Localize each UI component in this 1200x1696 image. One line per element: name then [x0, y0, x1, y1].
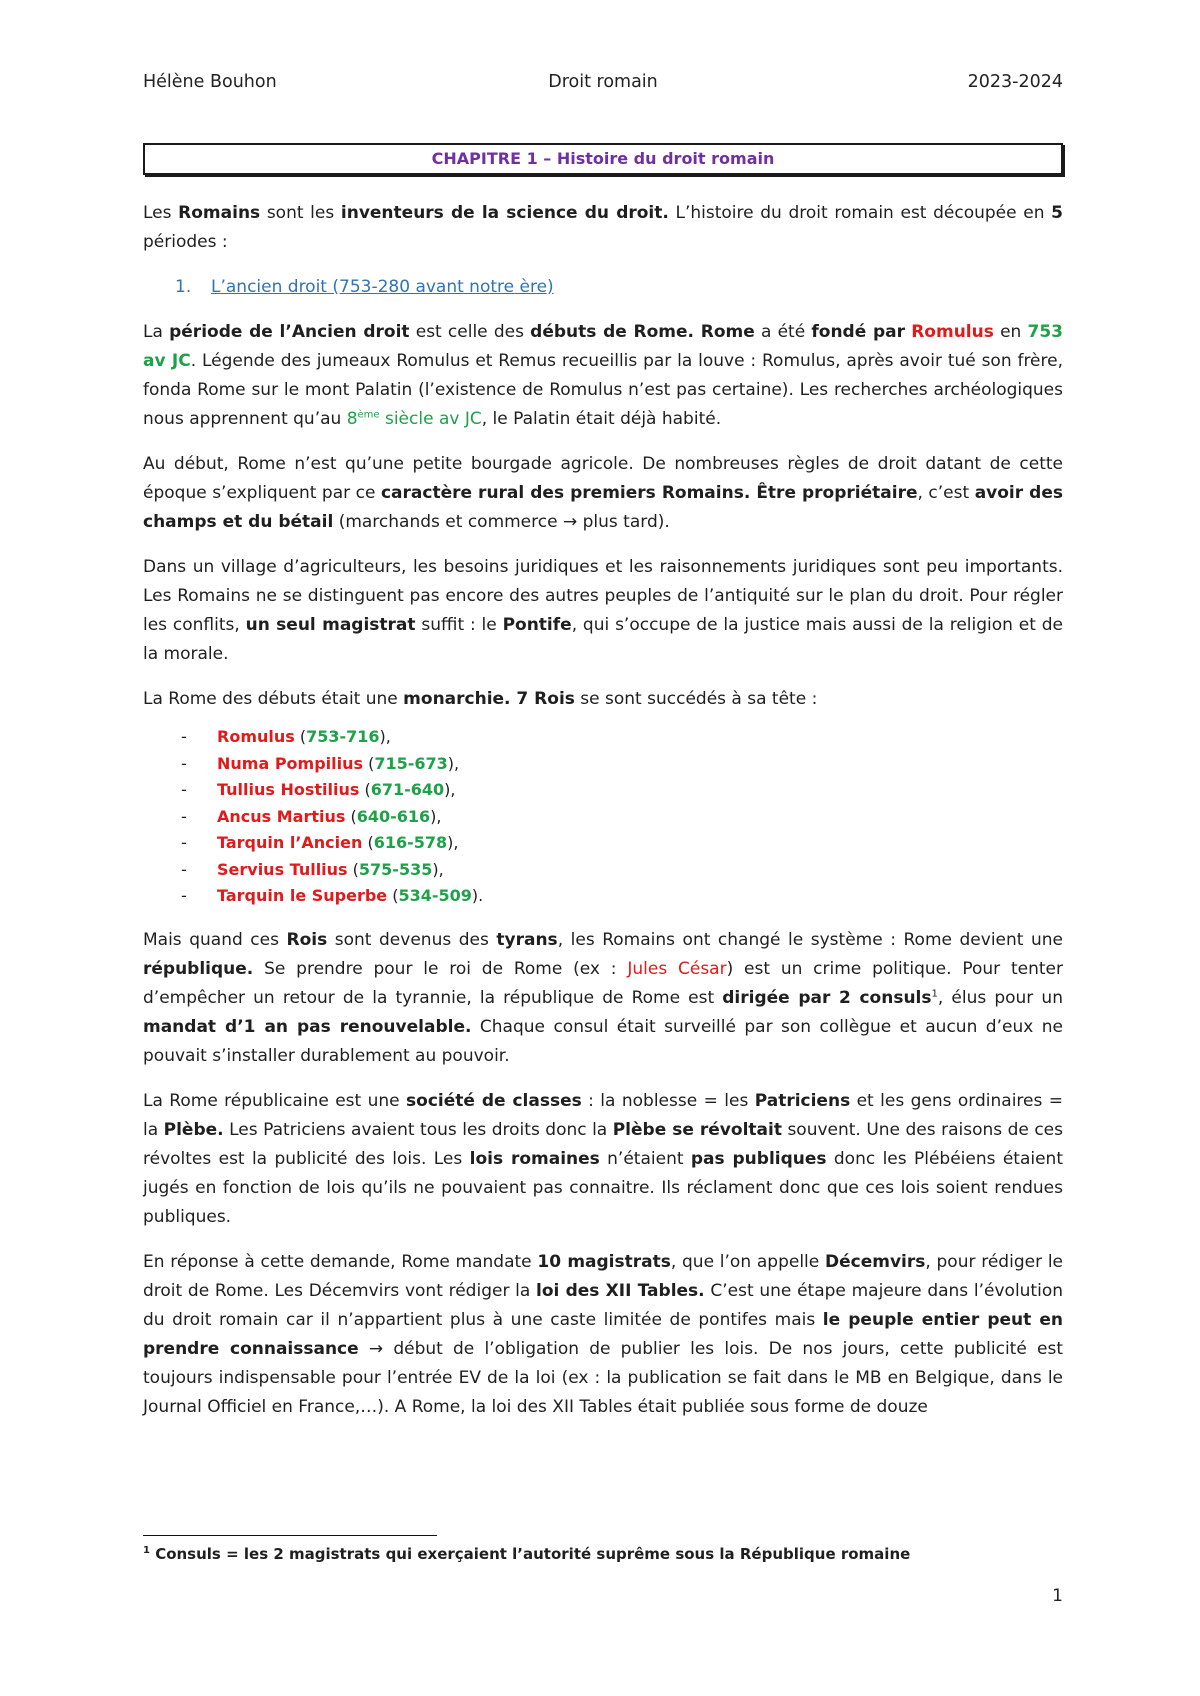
bold-text: période de l’Ancien droit: [169, 322, 410, 342]
king-name: Romulus: [217, 727, 295, 746]
text: , élus pour un: [937, 987, 1063, 1008]
text: Au début, Rome n’est qu’une petite bourgade agricole. De nombreuses règles de droit datant de cette époque s’expliquent par ce: [143, 454, 1063, 503]
paragraph-societe-classes: [143, 1087, 1063, 1232]
paragraph-bourgade: [143, 450, 1063, 537]
list-item: [143, 751, 1063, 778]
highlight-name: Jules César: [627, 958, 727, 979]
header-author: Hélène Bouhon: [143, 72, 277, 92]
document-body: [143, 199, 1063, 1438]
king-name: Tarquin le Superbe: [217, 886, 388, 905]
list-dash: -: [181, 833, 187, 852]
king-dates: 575-535: [358, 859, 433, 879]
text: L’histoire du droit romain est découpée en: [668, 203, 1052, 223]
highlight-date: 753 av JC: [143, 322, 1064, 371]
bold-text: Patriciens: [754, 1090, 851, 1111]
bold-text: république.: [143, 958, 254, 979]
bold-text: mandat d’1 an pas renouvelable.: [143, 1016, 472, 1037]
text: (: [294, 727, 307, 746]
text: , les Romains ont changé le système : Rome devient une: [557, 929, 1063, 950]
superscript: ème: [357, 409, 380, 421]
paragraph-village: [143, 553, 1063, 669]
bold-text: avoir des champs et du bétail: [143, 483, 1063, 532]
text: en: [993, 322, 1028, 342]
text: souvent. Une des raisons de ces révoltes est la publicité des lois. Les: [143, 1119, 1063, 1169]
header-year: 2023-2024: [967, 72, 1063, 92]
text: a été: [754, 322, 812, 342]
text: périodes :: [143, 232, 228, 252]
list-dash: -: [181, 727, 187, 746]
bold-text: caractère rural des premiers Romains. Être propriétaire: [380, 483, 918, 503]
king-dates: 753-716: [306, 727, 380, 746]
bold-text: le peuple entier peut en prendre connaissance: [143, 1309, 1063, 1359]
text: Dans un village d’agriculteurs, les besoins juridiques et les raisonnements juridiques sont peu importants. Les Romains ne se distinguent pas encore des autres peuples de l’antiquité sur le plan du droit. Pour régler les conflits,: [143, 557, 1063, 635]
footnote-number: 1: [143, 1545, 150, 1556]
bold-text: loi des XII Tables.: [536, 1280, 705, 1301]
bold-text: 10 magistrats: [537, 1251, 671, 1272]
king-dates: 715-673: [374, 753, 448, 773]
text: ),: [432, 859, 444, 879]
king-name: Servius Tullius: [217, 859, 348, 879]
king-dates: 671-640: [370, 780, 445, 799]
text: Mais quand ces: [143, 929, 287, 950]
footnote-text: Consuls = les 2 magistrats qui exerçaient l’autorité suprême sous la République romaine: [149, 1545, 911, 1563]
text: ).: [471, 886, 484, 905]
text: . Légende des jumeaux Romulus et Remus recueillis par la louve : Romulus, après avoir tué son frère, fonda Rome sur le mont Palatin (l’existence de Romulus n’est pas certaine). Les recherches archéologiques nous apprennent qu’au: [143, 351, 1063, 429]
list-dash: -: [181, 859, 187, 879]
text: (: [345, 806, 357, 826]
bold-text: inventeurs de la science du droit.: [340, 203, 669, 223]
king-dates: 534-509: [398, 886, 472, 905]
king-dates: 640-616: [356, 806, 431, 826]
bold-text: lois romaines: [469, 1148, 600, 1169]
text: La Rome des débuts était une: [143, 689, 404, 709]
text: se sont succédés à sa tête :: [574, 689, 818, 709]
bold-text: société de classes: [406, 1090, 582, 1111]
text: , c’est: [917, 483, 975, 503]
king-name: Ancus Martius: [217, 806, 346, 826]
bold-text: Pontife: [502, 615, 572, 635]
list-dash: -: [181, 753, 187, 773]
bold-text: monarchie. 7 Rois: [403, 689, 575, 709]
text: ),: [379, 727, 391, 746]
text: n’étaient: [599, 1148, 691, 1169]
intro-paragraph: [143, 199, 1063, 257]
king-name: Tullius Hostilius: [217, 780, 360, 799]
paragraph-republique: [143, 926, 1063, 1071]
text: (: [347, 859, 359, 879]
text: (marchands et commerce → plus tard).: [333, 512, 670, 532]
list-item: [143, 804, 1063, 831]
text: → début de l’obligation de publier les lois. De nos jours, cette publicité est toujours indispensable pour l’entrée EV de la loi (ex : la publication se fait dans le MB en Belgique, dans le Journal Officiel en France,…). A Rome, la loi des XII Tables était publiée sous forme de douze: [143, 1338, 1063, 1417]
text: , qui s’occupe de la justice mais aussi de la religion et de la morale.: [143, 615, 1063, 664]
bold-text: fondé par: [811, 322, 905, 342]
text: sont les: [260, 203, 341, 223]
list-item: [143, 777, 1063, 804]
text: En réponse à cette demande, Rome mandate: [143, 1251, 538, 1272]
text: donc les Plébéiens étaient jugés en fonction de lois qu’ils ne pouvaient pas connaitre. Ils réclament donc que ces lois soient rendues publiques.: [143, 1148, 1064, 1227]
bold-text: Rois: [286, 929, 328, 950]
king-name: Numa Pompilius: [217, 753, 364, 773]
text: , pour rédiger le droit de Rome. Les Décemvirs vont rédiger la: [143, 1251, 1063, 1301]
bold-text: Plèbe.: [163, 1119, 224, 1140]
bold-text: tyrans: [496, 929, 558, 950]
text: est celle des: [409, 322, 531, 342]
page-number: 1: [1052, 1586, 1063, 1606]
text: La Rome républicaine est une: [143, 1090, 407, 1111]
text: et les gens ordinaires = la: [143, 1090, 1064, 1140]
text: (: [359, 780, 371, 799]
text: , le Palatin était déjà habité.: [481, 409, 722, 429]
text: suffit : le: [415, 615, 503, 635]
list-item: [143, 883, 1063, 910]
kings-list: [143, 724, 1063, 910]
text: Se prendre pour le roi de Rome (ex :: [253, 958, 628, 979]
paragraph-monarchie: [143, 685, 1063, 714]
footnote-separator: [143, 1535, 437, 1536]
king-name: Tarquin l’Ancien: [217, 833, 363, 852]
list-dash: -: [181, 780, 187, 799]
bold-text: Romains: [178, 203, 261, 223]
text: La: [143, 322, 170, 342]
bold-text: débuts de Rome. Rome: [530, 322, 755, 342]
text: ),: [447, 753, 460, 773]
highlight-date: 8: [346, 409, 358, 429]
text: : la noblesse = les: [581, 1090, 755, 1111]
text: , que l’on appelle: [670, 1251, 825, 1272]
highlight-name: Romulus: [911, 322, 994, 342]
footnote-reference[interactable]: 1: [931, 987, 938, 999]
highlight-date: siècle av JC: [379, 409, 482, 429]
section-number: 1.: [175, 277, 192, 297]
list-item: [143, 724, 1063, 751]
chapter-title: CHAPITRE 1 – Histoire du droit romain: [143, 143, 1063, 175]
text: Chaque consul était surveillé par son collègue et aucun d’eux ne pouvait s’installer durablement au pouvoir.: [143, 1016, 1063, 1066]
bold-text: un seul magistrat: [245, 615, 416, 635]
header-course: Droit romain: [548, 72, 658, 92]
text: Les Patriciens avaient tous les droits donc la: [223, 1119, 613, 1140]
paragraph-ancien-droit: [143, 318, 1063, 434]
text: ),: [430, 806, 442, 826]
text: sont devenus des: [327, 929, 497, 950]
page-header: [143, 72, 1063, 96]
text: ),: [447, 833, 459, 852]
list-dash: -: [181, 886, 187, 905]
text: ),: [444, 780, 456, 799]
bold-text: dirigée par 2 consuls: [722, 987, 932, 1008]
footnote: [143, 1545, 1063, 1563]
king-dates: 616-578: [373, 833, 448, 852]
text: (: [362, 833, 374, 852]
bold-text: Décemvirs: [824, 1251, 926, 1272]
text: (: [363, 753, 375, 773]
bold-text: pas publiques: [690, 1148, 827, 1169]
bold-text: Plèbe se révoltait: [612, 1119, 782, 1140]
section-heading: [175, 273, 1063, 302]
list-item: [143, 857, 1063, 884]
text: ) est un crime politique. Pour tenter d’empêcher un retour de la tyrannie, la république de Rome est: [143, 958, 1063, 1008]
text: Les: [143, 203, 179, 223]
list-dash: -: [181, 806, 187, 826]
text: C’est une étape majeure dans l’évolution du droit romain car il n’appartient plus à une caste limitée de pontifes mais: [143, 1280, 1064, 1330]
list-item: [143, 830, 1063, 857]
bold-text: 5: [1051, 203, 1063, 223]
section-title: L’ancien droit (753-280 avant notre ère): [211, 277, 554, 297]
text: (: [387, 886, 399, 905]
paragraph-decemvirs: [143, 1248, 1063, 1422]
